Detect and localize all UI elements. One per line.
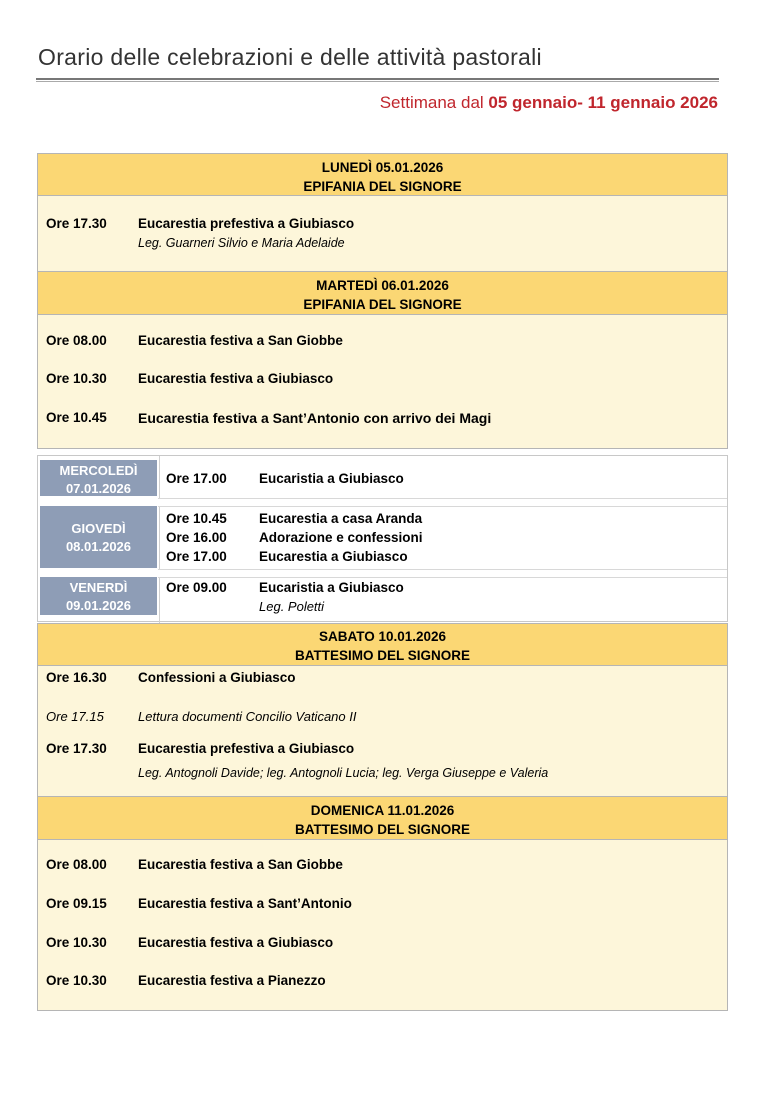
row-separator — [158, 569, 727, 578]
weekday-name: VENERDÌ — [69, 580, 128, 595]
week-subtitle — [380, 93, 718, 113]
day-header — [38, 797, 727, 840]
day-feast: EPIFANIA DEL SIGNORE — [303, 297, 462, 312]
day-feast: EPIFANIA DEL SIGNORE — [303, 179, 462, 194]
event-note-text: Leg. Poletti — [259, 599, 325, 614]
day-date: MARTEDÌ 06.01.2026 — [316, 278, 449, 293]
event-desc: Eucarestia festiva a Pianezzo — [138, 973, 326, 988]
event-time: Ore 10.30 — [46, 371, 107, 386]
event-time: Ore 09.15 — [46, 896, 107, 911]
weekday-date: 08.01.2026 — [65, 539, 132, 554]
day-body — [38, 196, 727, 271]
day-header — [38, 272, 727, 315]
weekday-label-friday — [40, 577, 157, 615]
column-divider — [159, 456, 160, 623]
event-time: Ore 17.00 — [166, 549, 227, 564]
weekday-name: MERCOLEDÌ — [59, 463, 138, 478]
event-note-text: Leg. Guarneri Silvio e Maria Adelaide — [138, 236, 345, 250]
day-body — [38, 666, 727, 796]
event-time: Ore 10.30 — [46, 973, 107, 988]
event-time: Ore 08.00 — [46, 333, 107, 348]
day-body — [38, 840, 727, 1010]
event-desc: Eucaristia a Giubiasco — [259, 580, 404, 595]
event-desc: Eucarestia a Giubiasco — [259, 549, 408, 564]
event-desc: Eucaristia a Giubiasco — [259, 471, 404, 486]
day-body — [38, 315, 727, 448]
event-time: Ore 16.30 — [46, 670, 107, 685]
event-time: Ore 17.15 — [46, 709, 104, 724]
event-desc: Eucarestia prefestiva a Giubiasco — [138, 216, 355, 231]
event-desc: Eucarestia festiva a Giubiasco — [138, 371, 334, 386]
day-saturday — [37, 623, 728, 797]
day-date: SABATO 10.01.2026 — [318, 629, 447, 644]
title-divider — [36, 78, 719, 80]
weekday-label-wednesday — [40, 460, 157, 496]
event-desc: Eucarestia a casa Aranda — [259, 511, 423, 526]
day-header — [38, 624, 727, 666]
day-date: LUNEDÌ 05.01.2026 — [321, 160, 444, 175]
weekdays-block — [37, 455, 728, 622]
event-time: Ore 09.00 — [166, 580, 227, 595]
event-desc: Eucarestia festiva a Sant’Antonio con arrivo dei Magi — [138, 410, 492, 426]
event-desc: Lettura documenti Concilio Vaticano II — [138, 709, 357, 724]
week-range: 05 gennaio- 11 gennaio 2026 — [488, 93, 718, 112]
day-header — [38, 154, 727, 196]
event-time: Ore 10.45 — [46, 410, 107, 425]
event-time: Ore 17.30 — [46, 216, 107, 231]
event-desc: Eucarestia festiva a San Giobbe — [138, 857, 343, 872]
event-desc: Adorazione e confessioni — [259, 530, 423, 545]
event-time: Ore 08.00 — [46, 857, 107, 872]
week-prefix: Settimana dal — [379, 93, 489, 112]
event-desc: Confessioni a Giubiasco — [138, 670, 296, 685]
title-divider-thin — [36, 81, 719, 82]
day-tuesday — [37, 271, 728, 449]
event-time: Ore 17.00 — [166, 471, 227, 486]
event-desc: Eucarestia festiva a San Giobbe — [138, 333, 343, 348]
event-time: Ore 17.30 — [46, 741, 107, 756]
event-desc: Eucarestia festiva a Giubiasco — [138, 935, 334, 950]
weekday-date: 07.01.2026 — [65, 481, 132, 496]
event-time: Ore 10.30 — [46, 935, 107, 950]
event-desc: Eucarestia prefestiva a Giubiasco — [138, 741, 355, 756]
event-note-text: Leg. Antognoli Davide; leg. Antognoli Lucia; leg. Verga Giuseppe e Valeria — [138, 766, 549, 780]
day-monday — [37, 153, 728, 272]
weekday-label-thursday — [40, 506, 157, 568]
day-feast: BATTESIMO DEL SIGNORE — [294, 822, 470, 837]
day-sunday — [37, 796, 728, 1011]
event-desc: Eucarestia festiva a Sant’Antonio — [138, 896, 352, 911]
page-title: Orario delle celebrazioni e delle attività pastorali — [38, 44, 542, 70]
event-time: Ore 16.00 — [166, 530, 227, 545]
day-date: DOMENICA 11.01.2026 — [310, 803, 455, 818]
row-separator — [158, 498, 727, 507]
event-time: Ore 10.45 — [166, 511, 227, 526]
weekday-name: GIOVEDÌ — [71, 521, 126, 536]
day-feast: BATTESIMO DEL SIGNORE — [294, 648, 470, 663]
weekday-date: 09.01.2026 — [65, 598, 132, 613]
